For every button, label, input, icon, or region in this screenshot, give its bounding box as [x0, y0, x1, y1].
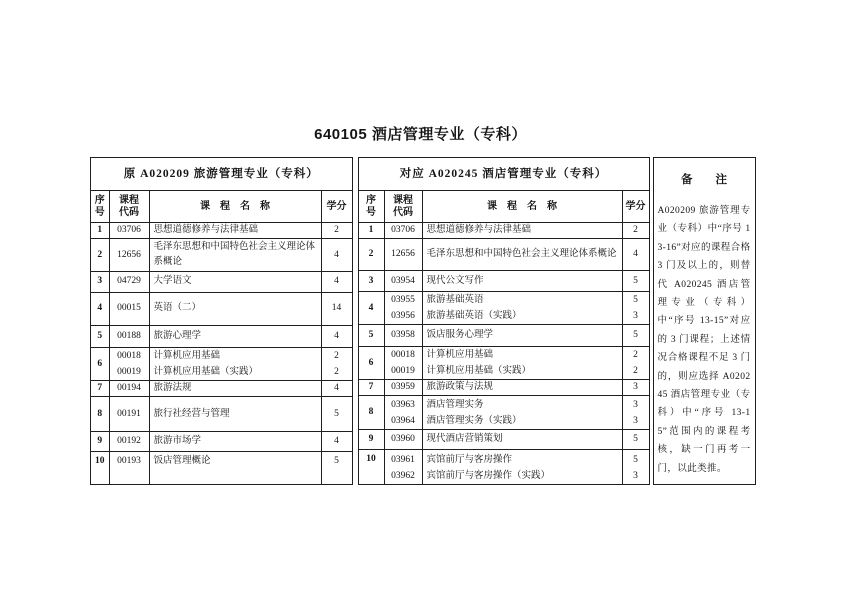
course-code-cell: 03706 — [109, 223, 149, 239]
course-code-cell: 04729 — [109, 271, 149, 292]
course-row-left-4 — [91, 292, 353, 325]
credit-cell — [321, 348, 352, 381]
remarks-title: 备 注 — [681, 174, 727, 186]
cell-line: 宾馆前厅与客房操作（实践） — [426, 471, 551, 481]
left-header-code: 课程代码 — [109, 191, 149, 223]
credit-cell: 4 — [321, 326, 352, 348]
course-row-left-2 — [91, 239, 353, 271]
course-row-right-2 — [358, 239, 649, 271]
course-code-cell — [384, 396, 422, 430]
cell-line: 2 — [633, 366, 638, 376]
remarks-text: A020209 旅游管理专业（专科）中“序号 13-16”对应的课程合格 3 门及以上的，则替代 A020245 酒店管理专业（专科）中“序号 13-15”对应的 3 门课程；上述情况合格课程不足 3 门的，则应选择 A020245 酒店管理专业（专科）中“序号 13-15”范围内的课程考核，缺一门再考一门，以此类推。 — [657, 206, 751, 474]
target-major-table — [358, 157, 650, 485]
course-code-cell: 00015 — [109, 292, 149, 325]
course-name-cell — [422, 292, 622, 325]
course-name-cell: 现代酒店营销策划 — [422, 430, 622, 450]
cell-line: 00019 — [117, 367, 141, 378]
cell-line: 旅游基础英语（实践） — [426, 311, 522, 321]
course-row-right-1 — [358, 223, 649, 239]
course-code-cell: 03958 — [384, 325, 422, 347]
credit-cell: 4 — [321, 431, 352, 451]
credit-cell — [622, 292, 649, 325]
seq-cell: 5 — [358, 325, 384, 347]
right-header-code: 课程代码 — [384, 191, 422, 223]
seq-cell: 1 — [358, 223, 384, 239]
seq-cell: 3 — [358, 271, 384, 292]
seq-cell: 2 — [358, 239, 384, 271]
cell-line: 03956 — [391, 311, 415, 321]
cell-line: 酒店管理实务（实践） — [426, 415, 522, 426]
course-name-cell: 毛泽东思想和中国特色社会主义理论体系概论 — [422, 239, 622, 271]
seq-cell: 1 — [91, 223, 110, 239]
course-code-cell: 12656 — [109, 239, 149, 271]
course-name-cell — [149, 348, 321, 381]
cell-line: 酒店管理实务 — [426, 399, 484, 410]
credit-cell: 2 — [321, 223, 352, 239]
cell-line: 00019 — [391, 366, 415, 376]
course-code-cell: 03706 — [384, 223, 422, 239]
course-name-cell: 旅游心理学 — [149, 326, 321, 348]
course-code-cell: 03959 — [384, 380, 422, 396]
course-row-right-3 — [358, 271, 649, 292]
course-row-right-10 — [358, 450, 649, 485]
seq-cell: 3 — [91, 271, 110, 292]
credit-cell — [622, 450, 649, 485]
cell-line: 03962 — [391, 471, 415, 481]
course-row-left-10 — [91, 451, 353, 484]
course-row-right-5 — [358, 325, 649, 347]
right-header-row — [358, 191, 649, 223]
course-name-cell: 英语（二） — [149, 292, 321, 325]
course-name-cell — [422, 450, 622, 485]
cell-line: 旅游基础英语 — [426, 295, 484, 305]
course-name-cell: 旅游市场学 — [149, 431, 321, 451]
course-code-cell: 00192 — [109, 431, 149, 451]
course-row-left-8 — [91, 397, 353, 431]
right-section-title-row — [358, 158, 649, 191]
cell-line: 计算机应用基础（实践） — [426, 366, 532, 376]
cell-line: 3 — [633, 415, 638, 426]
cell-line: 3 — [633, 471, 638, 481]
course-name-cell: 旅行社经营与管理 — [149, 397, 321, 431]
seq-cell: 9 — [358, 430, 384, 450]
course-row-right-8 — [358, 396, 649, 430]
cell-line: 03964 — [391, 415, 415, 426]
course-code-cell — [384, 292, 422, 325]
credit-cell: 5 — [321, 451, 352, 484]
course-row-right-4 — [358, 292, 649, 325]
seq-cell: 6 — [91, 348, 110, 381]
seq-cell: 7 — [358, 380, 384, 396]
credit-cell: 14 — [321, 292, 352, 325]
remarks-panel — [653, 157, 756, 485]
left-header-row — [91, 191, 353, 223]
cell-line: 3 — [633, 311, 638, 321]
cell-line: 2 — [633, 350, 638, 360]
course-code-cell: 03954 — [384, 271, 422, 292]
cell-line: 03961 — [391, 455, 415, 465]
left-section-title: 原 A020209 旅游管理专业（专科） — [91, 158, 353, 191]
credit-cell: 5 — [622, 430, 649, 450]
course-row-left-3 — [91, 271, 353, 292]
seq-cell: 8 — [358, 396, 384, 430]
course-code-cell: 03960 — [384, 430, 422, 450]
course-name-cell: 旅游法规 — [149, 381, 321, 397]
credit-cell: 5 — [321, 397, 352, 431]
course-name-cell: 思想道德修养与法律基础 — [422, 223, 622, 239]
credit-cell: 4 — [622, 239, 649, 271]
course-row-left-5 — [91, 326, 353, 348]
course-name-cell: 现代公文写作 — [422, 271, 622, 292]
course-code-cell — [109, 348, 149, 381]
course-row-left-1 — [91, 223, 353, 239]
course-name-cell: 思想道德修养与法律基础 — [149, 223, 321, 239]
course-name-cell: 大学语文 — [149, 271, 321, 292]
credit-cell: 3 — [622, 380, 649, 396]
course-code-cell — [384, 347, 422, 380]
seq-cell: 8 — [91, 397, 110, 431]
seq-cell: 4 — [91, 292, 110, 325]
course-row-right-7 — [358, 380, 649, 396]
course-name-cell: 旅游政策与法规 — [422, 380, 622, 396]
course-name-cell — [422, 347, 622, 380]
cell-line: 00018 — [117, 351, 141, 362]
seq-cell: 10 — [358, 450, 384, 485]
seq-cell: 4 — [358, 292, 384, 325]
seq-cell: 10 — [91, 451, 110, 484]
course-code-cell: 00193 — [109, 451, 149, 484]
course-row-right-9 — [358, 430, 649, 450]
credit-cell: 4 — [321, 381, 352, 397]
right-header-credit: 学分 — [622, 191, 649, 223]
course-name-cell: 饭店服务心理学 — [422, 325, 622, 347]
course-row-left-6 — [91, 348, 353, 381]
cell-line: 计算机应用基础（实践） — [153, 367, 259, 378]
left-header-seq: 序号 — [91, 191, 110, 223]
cell-line: 宾馆前厅与客房操作 — [426, 455, 513, 465]
credit-cell — [622, 347, 649, 380]
cell-line: 03963 — [391, 399, 415, 410]
credit-cell: 5 — [622, 271, 649, 292]
course-code-cell: 00194 — [109, 381, 149, 397]
course-name-cell — [422, 396, 622, 430]
right-header-name: 课 程 名 称 — [422, 191, 622, 223]
cell-line: 03955 — [391, 295, 415, 305]
course-row-left-9 — [91, 431, 353, 451]
credit-cell: 4 — [321, 271, 352, 292]
original-major-table — [90, 157, 353, 485]
seq-cell: 7 — [91, 381, 110, 397]
credit-cell: 2 — [622, 223, 649, 239]
cell-line: 5 — [633, 295, 638, 305]
cell-line: 5 — [633, 455, 638, 465]
cell-line: 2 — [334, 351, 339, 362]
course-row-right-6 — [358, 347, 649, 380]
right-header-seq: 序号 — [358, 191, 384, 223]
right-section-title: 对应 A020245 酒店管理专业（专科） — [358, 158, 649, 191]
course-name-cell: 饭店管理概论 — [149, 451, 321, 484]
cell-line: 3 — [633, 399, 638, 410]
credit-cell — [622, 396, 649, 430]
seq-cell: 6 — [358, 347, 384, 380]
cell-line: 00018 — [391, 350, 415, 360]
seq-cell: 5 — [91, 326, 110, 348]
page-title: 640105 酒店管理专业（专科） — [314, 126, 527, 143]
course-code-cell: 00188 — [109, 326, 149, 348]
cell-line: 计算机应用基础 — [426, 350, 494, 360]
left-section-title-row — [91, 158, 353, 191]
tables-layout — [90, 157, 756, 485]
left-header-credit: 学分 — [321, 191, 352, 223]
seq-cell: 9 — [91, 431, 110, 451]
credit-cell: 4 — [321, 239, 352, 271]
seq-cell: 2 — [91, 239, 110, 271]
course-row-left-7 — [91, 381, 353, 397]
course-name-cell: 毛泽东思想和中国特色社会主义理论体系概论 — [149, 239, 321, 271]
credit-cell: 5 — [622, 325, 649, 347]
course-code-cell: 12656 — [384, 239, 422, 271]
left-header-name: 课 程 名 称 — [149, 191, 321, 223]
cell-line: 2 — [334, 367, 339, 378]
course-code-cell: 00191 — [109, 397, 149, 431]
cell-line: 计算机应用基础 — [153, 351, 221, 362]
course-code-cell — [384, 450, 422, 485]
